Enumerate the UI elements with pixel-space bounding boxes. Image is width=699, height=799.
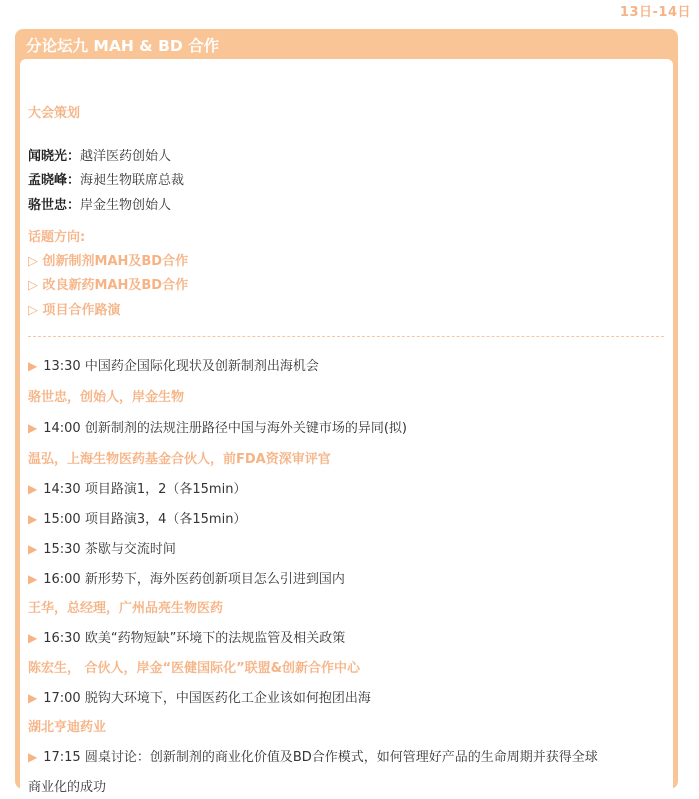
session-speaker: 骆世忠，创始人，岸金生物: [28, 390, 185, 405]
planner-2: 孟晓峰：海昶生物联席总裁: [28, 173, 185, 188]
forum-card: [15, 29, 678, 795]
planning-heading: 大会策划: [28, 106, 81, 121]
session-item: [28, 358, 319, 375]
session-title: 15:00 项目路演3，4（各15min）: [43, 512, 247, 527]
section-divider: [28, 336, 664, 337]
topic-item: ▷ 改良新药MAH及BD合作: [28, 278, 189, 293]
play-triangle-icon: ▶: [28, 482, 38, 496]
session-title-continued: [28, 779, 106, 796]
planner-3: 骆世忠：岸金生物创始人: [28, 198, 172, 213]
play-triangle-icon: ▶: [28, 542, 38, 556]
session-title: 16:00 新形势下，海外医药创新项目怎么引进到国内: [43, 572, 345, 587]
play-triangle-icon: ▶: [28, 750, 38, 764]
topic-item: ▷ 创新制剂MAH及BD合作: [28, 254, 189, 269]
session-item: [28, 749, 598, 766]
session-title: 17:15 圆桌讨论：创新制剂的商业化价值及BD合作模式，如何管理好产品的生命周期并获得全球: [43, 750, 598, 765]
session-title: 商业化的成功: [28, 780, 107, 795]
play-triangle-icon: ▶: [28, 631, 38, 645]
topics-heading: 话题方向:: [28, 230, 86, 245]
play-triangle-icon: ▶: [28, 359, 38, 373]
session-item: [28, 630, 345, 647]
session-item: [28, 420, 407, 437]
session-title: 16:30 欧美“药物短缺”环境下的法规监管及相关政策: [43, 631, 346, 646]
planner-1: 闻晓光：越洋医药创始人: [28, 149, 172, 164]
planner-name: 孟晓峰: [28, 173, 68, 188]
planner-role: 海昶生物联席总裁: [80, 173, 185, 188]
session-item: [28, 690, 371, 707]
planner-role: 越洋医药创始人: [80, 149, 172, 164]
session-item: [28, 541, 176, 558]
session-speaker: 王华，总经理，广州品亮生物医药: [28, 601, 224, 616]
session-item: [28, 481, 246, 498]
forum-body: [20, 59, 673, 799]
forum-title: 分论坛九 MAH & BD 合作: [26, 37, 220, 55]
session-speaker: 湖北亨迪药业: [28, 720, 107, 735]
planner-name: 闻晓光: [28, 149, 68, 164]
play-triangle-icon: ▶: [28, 512, 38, 526]
session-title: 15:30 茶歇与交流时间: [43, 542, 176, 557]
session-title: 14:00 创新制剂的法规注册路径中国与海外关键市场的异同(拟): [43, 421, 407, 436]
date-range: 13日-14日: [619, 5, 691, 20]
play-triangle-icon: ▶: [28, 421, 38, 435]
session-title: 14:30 项目路演1，2（各15min）: [43, 482, 247, 497]
session-item: [28, 511, 246, 528]
planner-role: 岸金生物创始人: [80, 198, 172, 213]
session-title: 13:30 中国药企国际化现状及创新制剂出海机会: [43, 359, 319, 374]
planner-name: 骆世忠: [28, 198, 68, 213]
session-speaker: 温弘，上海生物医药基金合伙人，前FDA资深审评官: [28, 452, 331, 467]
play-triangle-icon: ▶: [28, 572, 38, 586]
session-speaker: 陈宏生， 合伙人，岸金“医健国际化”联盟&创新合作中心: [28, 661, 360, 676]
session-item: [28, 571, 345, 588]
topic-item: ▷ 项目合作路演: [28, 303, 121, 318]
play-triangle-icon: ▶: [28, 691, 38, 705]
session-title: 17:00 脱钩大环境下，中国医药化工企业该如何抱团出海: [43, 691, 371, 706]
